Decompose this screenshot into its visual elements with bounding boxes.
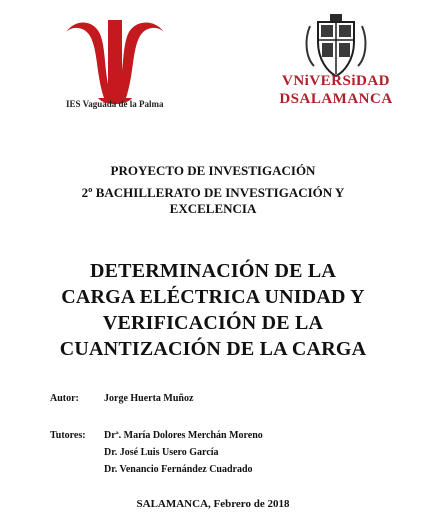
ies-logo-icon xyxy=(60,14,170,112)
university-wordmark xyxy=(278,74,394,107)
tutor-name: Dr. Venancio Fernández Cuadrado xyxy=(104,464,253,475)
ies-logo-caption: IES Vaguada de la Palma xyxy=(66,99,164,109)
author-name: Jorge Huerta Muñoz xyxy=(104,393,194,404)
university-wordmark-line2: DSALAMANCA xyxy=(279,91,393,107)
program-heading xyxy=(0,185,426,217)
document-title xyxy=(0,258,426,362)
author-label: Autor: xyxy=(50,393,79,404)
university-seal-icon xyxy=(300,12,372,80)
tutors-label: Tutores: xyxy=(50,430,86,441)
title-line: VERIFICACIÓN DE LA xyxy=(102,312,324,334)
title-line: DETERMINACIÓN DE LA xyxy=(89,260,337,282)
tutor-name: Dr. José Luis Usero García xyxy=(104,447,219,458)
place-date: SALAMANCA, Febrero de 2018 xyxy=(136,498,290,510)
program-heading-line1: 2º BACHILLERATO DE INVESTIGACIÓN Y xyxy=(81,185,345,200)
university-wordmark-line1: VNiVERSiDAD xyxy=(281,73,390,89)
title-line: CUANTIZACIÓN DE LA CARGA xyxy=(59,338,367,360)
program-heading-line2: EXCELENCIA xyxy=(169,201,257,216)
project-type-heading: PROYECTO DE INVESTIGACIÓN xyxy=(110,163,316,178)
title-line: CARGA ELÉCTRICA UNIDAD Y xyxy=(61,286,365,308)
tutor-name: Drª. María Dolores Merchán Moreno xyxy=(104,430,263,441)
